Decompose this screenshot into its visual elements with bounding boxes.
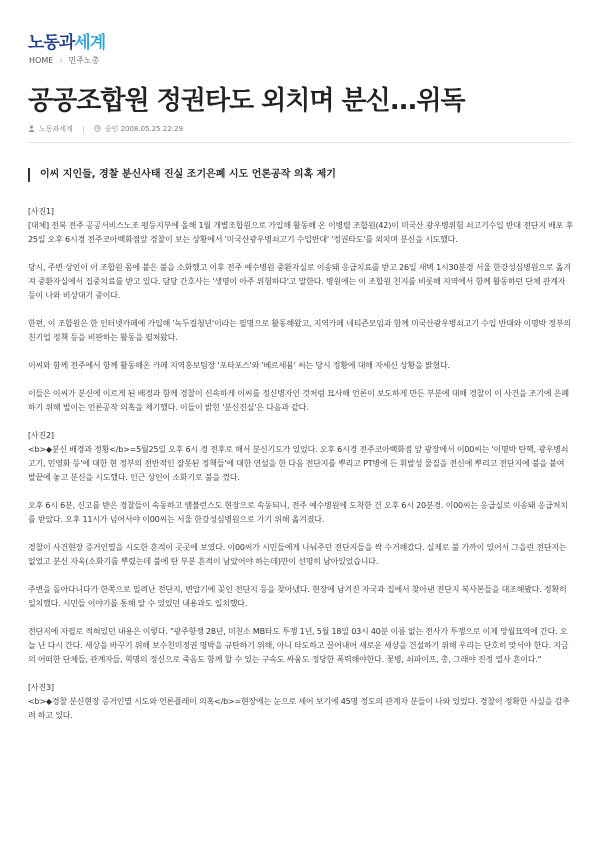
- meta-divider: [83, 126, 84, 133]
- paragraph-text: 경찰이 사건현장 증거인멸을 시도한 흔적이 곳곳에 보였다. 이00씨가 시민들에게 나눠주던 전단지들을 싹 수거해갔다. 실제로 불 가까이 있어서 그을린 전단지는 없었고 분신 자욱(소화기를 뿌렸는데 불에 탄 부분 흔적이 남았어야 하는데)만이 선명히 남아있었습니다.: [28, 543, 567, 566]
- article-paragraph: [28, 429, 574, 485]
- article-date: 승인 2008.05.25 22:29: [104, 125, 184, 133]
- photo-caption: [사진3]: [28, 683, 54, 692]
- paragraph-text: <b>◆분신 배경과 정황</b>=5월25일 오후 6시 경 전후로 해서 분신기도가 있었다. 오후 6시경 전주코아백화점 앞 광장에서 이00씨는 '이명박 탄핵, 광우병쇠고기, 민영화 등'에 대한 현 정부의 전반적인 잘못된 정책들'에 대한 연설을 한 다음 전단지를 뿌리고 PT병에 든 휘발성 물질을 전신에 뿌리고 전단지에 불을 붙여 발끝에 놓고 분신을 시도했다. 인근 상인이 소화기로 불을 껐다.: [28, 445, 569, 482]
- paragraph-text: 이들은 이씨가 분신에 이르게 된 배경과 함께 경찰이 신속하게 이씨를 정신병자인 것처럼 묘사해 언론이 보도하게 만든 부분에 대해 경찰이 이 사건을 조기에 은폐하기 위해 벌이는 언론공작 의혹을 제기했다. 이들이 밝힌 '분신진실'은 다음과 같다.: [28, 389, 569, 412]
- article-paragraph: [28, 387, 574, 415]
- paragraph-text: 한편, 이 조합원은 한 인터넷카페에 가입해 '녹두걸청년'이라는 필명으로 활동해왔고, 지역카페 네티즌모임과 함께 미국산광우병쇠고기 수입 반대와 이명박 정부의 친기업 정책 등을 비판하는 활동을 펼쳐왔다.: [28, 319, 572, 342]
- article-paragraph: [28, 625, 574, 667]
- article-paragraph: [28, 261, 574, 303]
- article-body: [28, 205, 574, 737]
- header-divider: [28, 142, 572, 143]
- person-icon: [28, 125, 35, 134]
- article-paragraph: [28, 681, 574, 723]
- paragraph-text: 전단지에 자필로 적혀있던 내용은 이렇다. "광주항쟁 28년, 미친소 MB타도 투쟁 1년, 5월 18일 03시 40분 이름 없는 전사가 투쟁으로 이제 망월묘역에 간다. 오늘 난 다시 간다. 세상을 바꾸기 위해 보수친미정권 명박을 규탄하기 위해, 아니 타도하고 끌어내어 새로운 세상을 건설하기 위해 우리는 단호히 맞서야 한다. 지금의 어떠한 단체들, 관계자들, 혁명의 정신으로 죽음도 함께 할 수 있는 구속도 싸움도 정당한 폭력해야한다. 꽃병, 쇠파이프, 총, 그래야 진정 열사 흔이다.": [28, 627, 569, 664]
- breadcrumb-section[interactable]: 민주노총: [68, 56, 100, 65]
- paragraph-text: <b>◆경찰 분신현장 증거인멸 시도와 언론플레이 의혹</b>=현장에는 눈으로 세어 보기에 45명 정도의 관계자 분들이 나와 있었다. 경찰이 정확한 사실을 감추려 하고 있다.: [28, 697, 570, 720]
- photo-caption: [사진1]: [28, 207, 54, 216]
- page-title: 공공조합원 정권타도 외치며 분신...위독: [28, 86, 465, 116]
- article-paragraph: [28, 205, 574, 247]
- article-paragraph: [28, 541, 574, 569]
- article-subheading: 이씨 지인들, 경찰 분신사태 진실 조기은폐 시도 언론공작 의혹 제기: [28, 168, 572, 182]
- breadcrumb-separator-icon: ›: [59, 56, 63, 65]
- article-paragraph: [28, 499, 574, 527]
- breadcrumb-home[interactable]: HOME: [29, 56, 54, 65]
- article-paragraph: [28, 583, 574, 611]
- logo-text-part1: 노동과: [28, 33, 75, 53]
- paragraph-text: 이씨와 함께 전주에서 함께 활동해온 카페 지역홍보팀장 '포타포스'와 '베르세븀' 씨는 당시 정황에 대해 자세신 상황을 밝혔다.: [28, 361, 450, 370]
- paragraph-text: 주변을 돌아다니다가 한쪽으로 밀려난 전단지, 변압기에 꽂인 전단지 등을 찾아냈다. 현장에 남겨진 자국과 집에서 찾아낸 전단지 복사본들을 대조해봤다. 정확히 일치했다. 시민들 이야기를 통해 알 수 있었던 내용과도 일치했다.: [28, 585, 567, 608]
- article-author: 노동과세계: [39, 125, 73, 133]
- article-meta: [28, 124, 183, 134]
- photo-caption: [사진2]: [28, 431, 54, 440]
- site-logo[interactable]: [28, 28, 105, 53]
- paragraph-text: 당시, 주변 상인이 이 조합원 몸에 붙은 불을 소화했고 이후 전주 예수병원 중환자실로 이송돼 응급치료를 받고 26일 새벽 1시30분경 서울 한강성심병원으로 옮겨져 중환자실에서 집중치료를 받고 있다. 담당 간호사는 '생명이 아주 위험하다'고 말한다. 병원에는 이 조합원 친지를 비롯해 지역에서 함께 활동하던 단체 관계자 등이 나와 비상대기 중이다.: [28, 263, 571, 300]
- article-paragraph: [28, 317, 574, 345]
- paragraph-text: [대체] 전북 전주 공공서비스노조 평등지부에 올해 1월 개별조합원으로 가입해 활동해 온 이병렬 조합원(42)이 미국산 광우병위험 쇠고기수입 반대 전단지 배포 후 25일 오후 6시경 전주코아백화점앞 경찰이 보는 상황에서 '미국산광우병쇠고기 수입반대' '정권타도'를 외치며 분신을 시도했다.: [28, 221, 574, 244]
- paragraph-text: 오후 6시 6분, 신고를 받은 경찰들이 속동하고 앰뷸런스도 현장으로 속동되니, 전주 예수병원에 도착한 건 오후 6시 20분경. 이00씨는 응급실로 이송돼 응급처치를 받았다. 오후 11시가 넘어서야 이00씨는 서울 한강성심병원으로 가기 위해 옮겨졌다.: [28, 501, 568, 524]
- clock-icon: [94, 125, 101, 134]
- article-paragraph: [28, 359, 574, 373]
- logo-text-part2: 세계: [74, 33, 106, 53]
- breadcrumb: [29, 55, 99, 66]
